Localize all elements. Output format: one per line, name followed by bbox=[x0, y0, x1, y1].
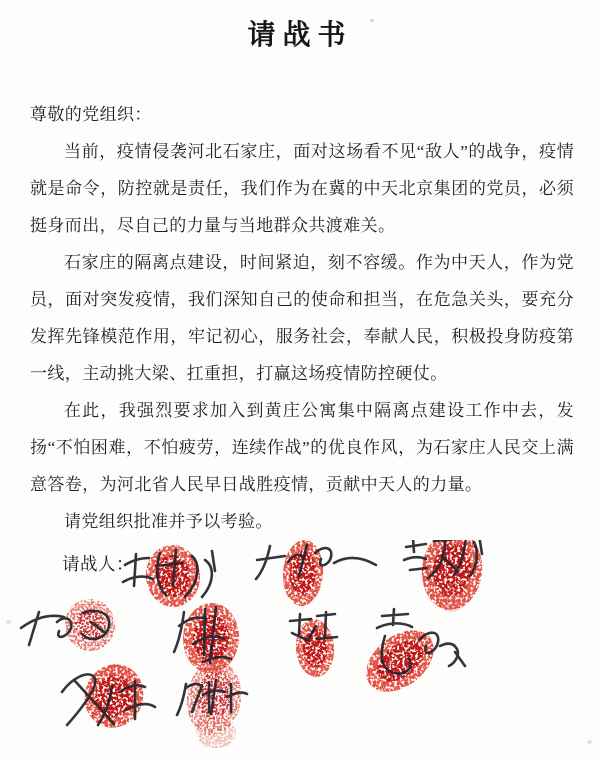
fingerprint-smudge bbox=[438, 588, 466, 612]
fingerprint-stamp-7 bbox=[355, 618, 446, 704]
document-body bbox=[0, 96, 600, 540]
document-title: 请战书 bbox=[247, 18, 353, 51]
body-paragraph-4: 请党组织批准并予以考验。 bbox=[64, 512, 273, 531]
salutation: 尊敬的党组织： bbox=[30, 105, 152, 124]
body-paragraph-1: 当前，疫情侵袭河北石家庄，面对这场看不见“敌人”的战争，疫情就是命令，防控就是责任，我们作为在冀的中天北京集团的党员，必须挺身而出，尽自己的力量与当地群众共渡难关。 bbox=[30, 142, 574, 235]
signature-label: 请战人： bbox=[62, 554, 134, 574]
scan-artifact bbox=[370, 19, 374, 22]
signature-section bbox=[0, 540, 600, 759]
body-paragraph-3: 在此，我强烈要求加入到黄庄公寓集中隔离点建设工作中去，发扬“不怕困难，不怕疲劳，连续作战”的优良作风，为石家庄人民交上满意答卷，为河北省人民早日战胜疫情，贡献中天人的力量。 bbox=[30, 401, 574, 494]
fingerprint-smudge bbox=[196, 716, 236, 748]
body-paragraph-2: 石家庄的隔离点建设，时间紧迫，刻不容缓。作为中天人，作为党员，面对突发疫情，我们深知自己的使命和担当，在危急关头，要充分发挥先锋模范作用，牢记初心，服务社会，奉献人民，积极投身防疫第一线，主动挑大梁、扛重担，打赢这场疫情防控硬仗。 bbox=[30, 253, 574, 383]
